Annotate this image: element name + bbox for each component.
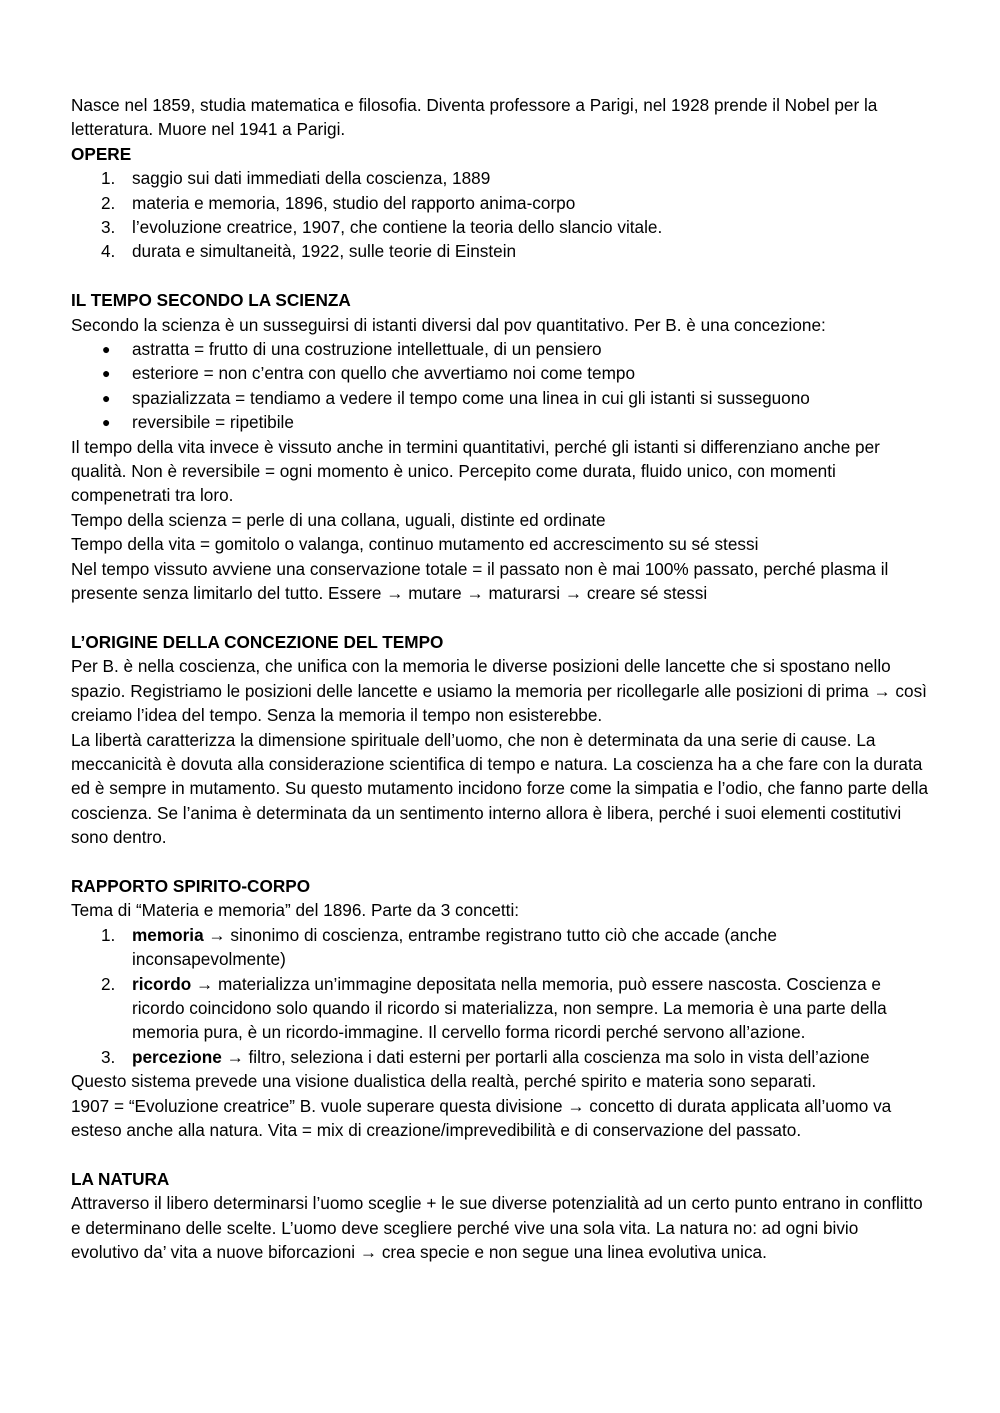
list-item: [71, 239, 930, 263]
bullet-icon: ●: [102, 414, 111, 431]
list-number: 3.: [101, 217, 116, 238]
list-item-term: memoria: [132, 924, 204, 945]
section-spacer: [71, 606, 930, 630]
list-item: [71, 410, 930, 434]
list-item-text: reversibile = ripetibile: [132, 412, 294, 433]
tempo-vissuto-paragraph: Nel tempo vissuto avviene una conservazione totale = il passato non è mai 100% passato, perché plasma il presente senza limitarlo del tutto. Essere → mutare → maturarsi → creare sé stessi: [71, 558, 889, 604]
tempo-scienza-intro: Secondo la scienza è un susseguirsi di istanti diversi dal pov quantitativo. Per B. è una concezione:: [71, 314, 826, 335]
list-item-text: durata e simultaneità, 1922, sulle teorie di Einstein: [132, 241, 517, 262]
list-item-text: saggio sui dati immediati della coscienza, 1889: [132, 168, 491, 189]
rapporto-paragraph-2: 1907 = “Evoluzione creatrice” B. vuole superare questa divisione → concetto di durata applicata all’uomo va esteso anche alla natura. Vita = mix di creazione/imprevedibilità e di conservazione del passato.: [71, 1095, 892, 1141]
list-item: [71, 1045, 930, 1069]
section-spacer: [71, 850, 930, 874]
natura-paragraph: Attraverso il libero determinarsi l’uomo sceglie + le sue diverse potenzialità ad un certo punto entrano in conflitto e determinano delle scelte. L’uomo deve scegliere perché vive una sola vita. La natura no: ad ogni bivio evolutivo da’ vita a nuove biforcazioni → crea specie e non segue una linea evolutiva unica.: [71, 1193, 923, 1263]
bullet-icon: ●: [102, 389, 111, 406]
list-item-term: percezione: [132, 1046, 222, 1067]
tempo-vita-gomitolo: Tempo della vita = gomitolo o valanga, continuo mutamento ed accrescimento su sé stessi: [71, 534, 759, 555]
bullet-icon: ●: [102, 341, 111, 358]
list-number: 2.: [101, 192, 116, 213]
rapporto-heading: RAPPORTO SPIRITO-CORPO: [71, 875, 311, 896]
tempo-scienza-heading: IL TEMPO SECONDO LA SCIENZA: [71, 290, 351, 311]
list-item-text: l’evoluzione creatrice, 1907, che contiene la teoria dello slancio vitale.: [132, 217, 663, 238]
natura-heading: LA NATURA: [71, 1168, 170, 1189]
list-number: 1.: [101, 924, 116, 945]
opere-list: [71, 166, 930, 264]
list-number: 2.: [101, 973, 116, 994]
list-item-text: → sinonimo di coscienza, entrambe registrano tutto ciò che accade (anche inconsapevolmente): [132, 924, 777, 970]
list-number: 4.: [101, 241, 116, 262]
list-item-term: ricordo: [132, 973, 192, 994]
section-spacer: [71, 264, 930, 288]
list-item: [71, 972, 930, 1045]
list-item: [71, 215, 930, 239]
origine-paragraph-1: Per B. è nella coscienza, che unifica con la memoria le diverse posizioni delle lancette che si spostano nello spazio. Registriamo le posizioni delle lancette e usiamo la memoria per ricollegarle alle posizioni di prima → così creiamo l’idea del tempo. Senza la memoria il tempo non esisterebbe.: [71, 656, 927, 726]
list-number: 3.: [101, 1046, 116, 1067]
list-item: [71, 337, 930, 361]
origine-heading: L’ORIGINE DELLA CONCEZIONE DEL TEMPO: [71, 631, 444, 652]
section-spacer: [71, 1142, 930, 1166]
tempo-scienza-bullets: [71, 337, 930, 435]
origine-paragraph-2: La libertà caratterizza la dimensione spirituale dell’uomo, che non è determinata da una serie di cause. La meccanicità è dovuta alla considerazione scientifica di tempo e natura. La coscienza ha a che fare con la durata ed è sempre in mutamento. Su questo mutamento incidono forze come la simpatia e l’odio, che fanno parte della coscienza. Se l’anima è determinata da un sentimento interno allora è libera, perché i suoi elementi costitutivi sono dentro.: [71, 729, 928, 848]
tempo-vita-paragraph: Il tempo della vita invece è vissuto anche in termini quantitativi, perché gli istanti si differenziano anche per qualità. Non è reversibile = ogni momento è unico. Percepito come durata, fluido unico, con momenti compenetrati tra loro.: [71, 436, 880, 506]
rapporto-intro: Tema di “Materia e memoria” del 1896. Parte da 3 concetti:: [71, 900, 520, 921]
list-item: [71, 166, 930, 190]
list-item: [71, 191, 930, 215]
list-item: [71, 923, 930, 972]
tempo-scienza-collana: Tempo della scienza = perle di una collana, uguali, distinte ed ordinate: [71, 509, 606, 530]
list-item-text: materia e memoria, 1896, studio del rapporto anima-corpo: [132, 192, 576, 213]
bullet-icon: ●: [102, 365, 111, 382]
intro-paragraph: Nasce nel 1859, studia matematica e filosofia. Diventa professore a Parigi, nel 1928 prende il Nobel per la letteratura. Muore nel 1941 a Parigi.: [71, 95, 878, 140]
list-number: 1.: [101, 168, 116, 189]
rapporto-list: [71, 923, 930, 1069]
list-item-text: astratta = frutto di una costruzione intellettuale, di un pensiero: [132, 339, 602, 360]
opere-heading: OPERE: [71, 143, 132, 164]
list-item-text: → filtro, seleziona i dati esterni per portarli alla coscienza ma solo in vista dell’azione: [221, 1046, 870, 1067]
list-item: [71, 386, 930, 410]
list-item-text: spazializzata = tendiamo a vedere il tempo come una linea in cui gli istanti si susseguono: [132, 387, 810, 408]
list-item-text: → materializza un’immagine depositata nella memoria, può essere nascosta. Coscienza e ricordo coincidono solo quando il ricordo si materializza, non sempre. La memoria è una parte della memoria pura, è un ricordo-immagine. Il cervello forma ricordi perché servono all’azione.: [132, 973, 887, 1043]
list-item: [71, 361, 930, 385]
rapporto-paragraph-1: Questo sistema prevede una visione dualistica della realtà, perché spirito e materia sono separati.: [71, 1071, 817, 1092]
list-item-text: esteriore = non c’entra con quello che avvertiamo noi come tempo: [132, 363, 636, 384]
